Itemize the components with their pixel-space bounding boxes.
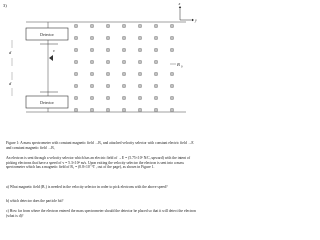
field-out-of-page-icon bbox=[122, 84, 126, 88]
field-out-of-page-icon bbox=[154, 60, 158, 64]
field-out-of-page-icon bbox=[170, 96, 174, 100]
field-out-of-page-icon bbox=[170, 48, 174, 52]
field-out-of-page-icon bbox=[90, 24, 94, 28]
field-out-of-page-icon bbox=[138, 72, 142, 76]
field-out-of-page-icon bbox=[154, 96, 158, 100]
mass-spectrometer-diagram bbox=[0, 0, 200, 140]
field-label bbox=[170, 62, 183, 69]
svg-text:x: x bbox=[178, 1, 181, 6]
field-out-of-page-icon bbox=[138, 84, 142, 88]
field-out-of-page-icon bbox=[122, 60, 126, 64]
detector-bottom bbox=[26, 96, 68, 108]
field-out-of-page-icon bbox=[170, 72, 174, 76]
field-out-of-page-icon bbox=[138, 96, 142, 100]
field-out-of-page-icon bbox=[122, 48, 126, 52]
field-out-of-page-icon bbox=[154, 84, 158, 88]
field-out-of-page-icon bbox=[170, 36, 174, 40]
field-out-of-page-icon bbox=[154, 108, 158, 112]
field-out-of-page-icon bbox=[106, 84, 110, 88]
detector-bottom-label: Detector bbox=[40, 100, 54, 105]
problem-intro: An electron is sent through a velocity selector which has an electric field of →E = (5.75×10³ N/C, upward) with the intent of picking electrons that have a speed of v = 5.3×10⁴ m/s. Upon exiting the velocity selector the electron is sent into a mass spectrometer which has a magnetic field of B₀ = (0.8×10⁻²T , out of the page), as shown in Figure 1. bbox=[6, 156, 191, 170]
distance-label-bottom: d bbox=[9, 81, 12, 86]
field-out-of-page-icon bbox=[138, 36, 142, 40]
field-out-of-page-icon bbox=[170, 84, 174, 88]
question-c: c) How far from where the electron entered the mass spectrometer should the detector be placed so that it will detect the electron (what is d)? bbox=[6, 209, 196, 218]
magnetic-field-dots bbox=[74, 24, 174, 112]
axes-icon bbox=[178, 1, 198, 23]
field-out-of-page-icon bbox=[90, 96, 94, 100]
field-out-of-page-icon bbox=[122, 24, 126, 28]
field-out-of-page-icon bbox=[90, 48, 94, 52]
field-out-of-page-icon bbox=[74, 48, 78, 52]
field-out-of-page-icon bbox=[138, 60, 142, 64]
field-out-of-page-icon bbox=[74, 72, 78, 76]
figure-caption: Figure 1: A mass spectrometer with constant magnetic field →B₀ and attached velocity selector with constant electric field →E and constant magnetic field →B₁ bbox=[6, 141, 194, 150]
field-out-of-page-icon bbox=[90, 72, 94, 76]
field-out-of-page-icon bbox=[106, 96, 110, 100]
svg-text:0: 0 bbox=[181, 64, 183, 69]
field-out-of-page-icon bbox=[90, 84, 94, 88]
problem-number: 3) bbox=[3, 3, 7, 8]
question-a: a) What magnetic field (B₁) is needed in the velocity selector in order to pick electrons with the above speed? bbox=[6, 185, 168, 189]
field-out-of-page-icon bbox=[106, 60, 110, 64]
field-out-of-page-icon bbox=[122, 108, 126, 112]
field-out-of-page-icon bbox=[122, 72, 126, 76]
field-out-of-page-icon bbox=[138, 108, 142, 112]
field-out-of-page-icon bbox=[170, 108, 174, 112]
field-out-of-page-icon bbox=[154, 36, 158, 40]
field-out-of-page-icon bbox=[74, 84, 78, 88]
field-out-of-page-icon bbox=[106, 36, 110, 40]
svg-text:B: B bbox=[177, 62, 180, 67]
field-out-of-page-icon bbox=[74, 108, 78, 112]
svg-text:y: y bbox=[195, 17, 197, 23]
field-out-of-page-icon bbox=[90, 108, 94, 112]
field-out-of-page-icon bbox=[74, 36, 78, 40]
field-out-of-page-icon bbox=[106, 48, 110, 52]
field-out-of-page-icon bbox=[154, 24, 158, 28]
field-out-of-page-icon bbox=[170, 24, 174, 28]
field-out-of-page-icon bbox=[106, 72, 110, 76]
field-out-of-page-icon bbox=[74, 60, 78, 64]
svg-text:E: E bbox=[53, 49, 55, 53]
field-out-of-page-icon bbox=[106, 108, 110, 112]
entry-arrow-icon bbox=[49, 55, 53, 61]
field-out-of-page-icon bbox=[90, 60, 94, 64]
detector-top bbox=[26, 28, 68, 40]
field-out-of-page-icon bbox=[138, 48, 142, 52]
field-out-of-page-icon bbox=[122, 36, 126, 40]
detector-top-label: Detector bbox=[40, 32, 54, 37]
field-out-of-page-icon bbox=[106, 24, 110, 28]
field-out-of-page-icon bbox=[122, 96, 126, 100]
field-out-of-page-icon bbox=[154, 48, 158, 52]
field-out-of-page-icon bbox=[154, 72, 158, 76]
field-out-of-page-icon bbox=[138, 24, 142, 28]
question-b: b) which detector does the particle hit? bbox=[6, 199, 64, 203]
field-out-of-page-icon bbox=[90, 36, 94, 40]
field-out-of-page-icon bbox=[74, 96, 78, 100]
distance-label-top: d bbox=[9, 50, 12, 55]
field-out-of-page-icon bbox=[74, 24, 78, 28]
